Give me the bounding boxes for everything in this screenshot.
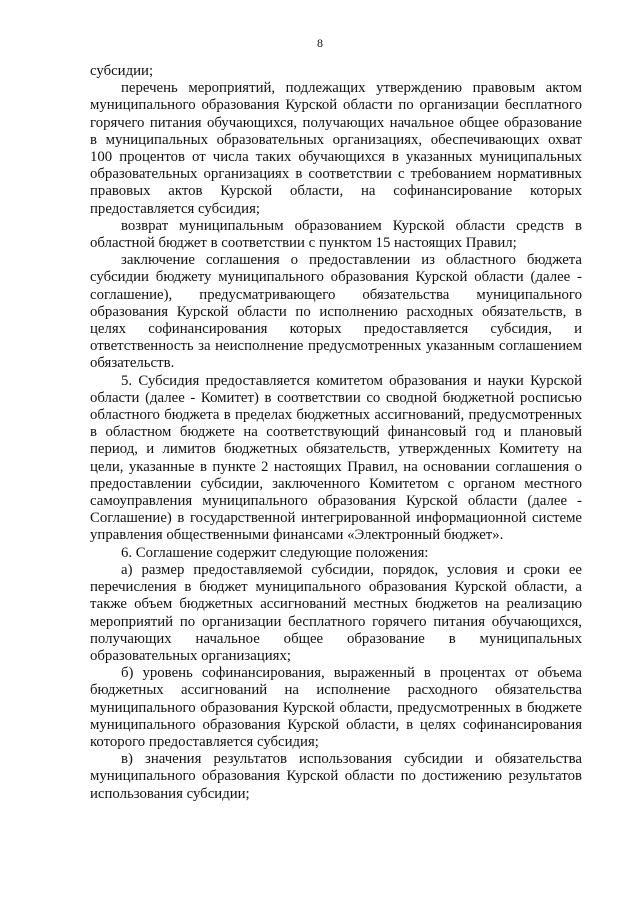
paragraph-activities-list: перечень мероприятий, подлежащих утверждению правовым актом муниципального образования Курской области по организации бесплатного горячего питания обучающихся, получающих начальное общее образование в муниципальных образовательных организациях, обеспечивающих охват 100 процентов от числа таких обучающихся в указанных муниципальных образовательных организациях в соответствии с требованием нормативных правовых актов Курской области, на софинансирование которых предоставляется субсидия; <box>90 80 582 217</box>
paragraph-item-5: 5. Субсидия предоставляется комитетом образования и науки Курской области (далее - Комитет) в соответствии со сводной бюджетной росписью областного бюджета в пределах бюджетных ассигнований, предусмотренных в областном бюджете на соответствующий финансовый год и плановый период, и лимитов бюджетных обязательств, утвержденных Комитету на цели, указанные в пункте 2 настоящих Правил, на основании соглашения о предоставлении субсидии, заключенного Комитетом с органом местного самоуправления муниципального образования Курской области (далее - Соглашение) в государственной интегрированной информационной системе управления общественными финансами «Электронный бюджет». <box>90 372 582 544</box>
paragraph-item-6v: в) значения результатов использования субсидии и обязательства муниципального образования Курской области по достижению результатов использования субсидии; <box>90 751 582 802</box>
paragraph-item-6b: б) уровень софинансирования, выраженный в процентах от объема бюджетных ассигнований на исполнение расходного обязательства муниципального образования Курской области, предусмотренных в бюджете муниципального образования Курской области, в целях софинансирования которого предоставляется субсидия; <box>90 665 582 750</box>
paragraph-continuation: субсидии; <box>90 63 154 79</box>
paragraph-refund: возврат муниципальным образованием Курской области средств в областной бюджет в соответствии с пунктом 15 настоящих Правил; <box>90 217 582 252</box>
page-number: 8 <box>317 36 323 50</box>
paragraph-agreement-conclusion: заключение соглашения о предоставлении из областного бюджета субсидии бюджету муниципального образования Курской области (далее - соглашение), предусматривающего обязательства муниципального образования Курской области по исполнению расходных обязательств, в целях софинансирования которых предоставляется субсидия, и ответственность за неисполнение предусмотренных указанным соглашением обязательств. <box>90 252 582 372</box>
paragraph-item-6a: а) размер предоставляемой субсидии, порядок, условия и сроки ее перечисления в бюджет муниципального образования Курской области, а также объем бюджетных ассигнований местных бюджетов на реализацию мероприятий по организации бесплатного горячего питания обучающихся, получающих начальное общее образование в муниципальных образовательных организациях; <box>90 561 582 664</box>
paragraph-item-6: 6. Соглашение содержит следующие положения: <box>121 544 429 561</box>
document-body <box>90 63 582 803</box>
